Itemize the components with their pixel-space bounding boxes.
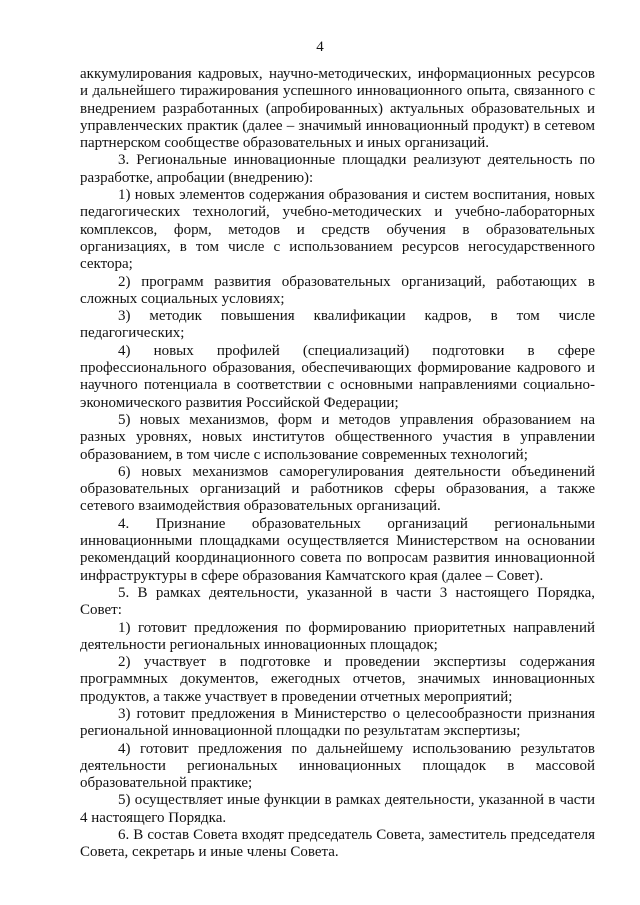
document-body [80, 66, 595, 862]
page-number: 4 [316, 39, 324, 55]
list-item-5-5: 5) осуществляет иные функции в рамках деятельности, указанной в части 4 настоящего Порядка. [80, 792, 595, 826]
list-item-5-4: 4) готовит предложения по дальнейшему использованию результатов деятельности региональных инновационных площадок в массовой образовательной практике; [80, 740, 595, 792]
paragraph-item-5: 5. В рамках деятельности, указанной в части 3 настоящего Порядка, Совет: [80, 584, 595, 619]
list-item-3-3: 3) методик повышения квалификации кадров, в том числе педагогических; [80, 308, 595, 342]
list-item-5-2: 2) участвует в подготовке и проведении экспертизы содержания программных документов, ежегодных отчетов, значимых инновационных продуктов, а также участвует в проведении отчетных мероприятий; [80, 654, 595, 705]
list-item-3-1: 1) новых элементов содержания образования и систем воспитания, новых педагогических технологий, учебно-методических и учебно-лабораторных комплексов, форм, методов и средств обучения в образовательных организациях, в том числе с использованием ресурсов негосударственного сектора; [80, 187, 595, 273]
list-item-3-4: 4) новых профилей (специализаций) подготовки в сфере профессионального образования, обеспечивающих формирование кадрового и научного потенциала в соответствии с основными направлениями социально-экономического развития Российской Федерации; [80, 342, 595, 411]
paragraph-continuation: аккумулирования кадровых, научно-методических, информационных ресурсов и дальнейшего тиражирования успешного инновационного опыта, связанного с внедрением разработанных (апробированных) актуальных образовательных и управленческих практик (далее – значимый инновационный продукт) в сетевом партнерском сообществе образовательных и иных организаций. [80, 66, 595, 152]
paragraph-item-3: 3. Региональные инновационные площадки реализуют деятельность по разработке, апробации (внедрению): [80, 152, 595, 186]
list-item-3-6: 6) новых механизмов саморегулирования деятельности объединений образовательных организаций и работников сферы образования, а также сетевого взаимодействия образовательных организаций. [80, 463, 595, 515]
paragraph-item-6: 6. В состав Совета входят председатель Совета, заместитель председателя Совета, секретарь и иные члены Совета. [80, 827, 595, 861]
paragraph-item-4: 4. Признание образовательных организаций региональными инновационными площадками осуществляется Министерством на основании рекомендаций координационного совета по вопросам развития инновационной инфраструктуры в сфере образования Камчатского края (далее – Совет). [80, 515, 595, 584]
list-item-3-2: 2) программ развития образовательных организаций, работающих в сложных социальных условиях; [80, 273, 595, 307]
list-item-3-5: 5) новых механизмов, форм и методов управления образованием на разных уровнях, новых институтов общественного участия в управлении образованием, в том числе с использование современных технологий; [80, 411, 595, 463]
list-item-5-1: 1) готовит предложения по формированию приоритетных направлений деятельности региональных инновационных площадок; [80, 619, 595, 653]
list-item-5-3: 3) готовит предложения в Министерство о целесообразности признания региональной инновационной площадки по результатам экспертизы; [80, 705, 595, 740]
